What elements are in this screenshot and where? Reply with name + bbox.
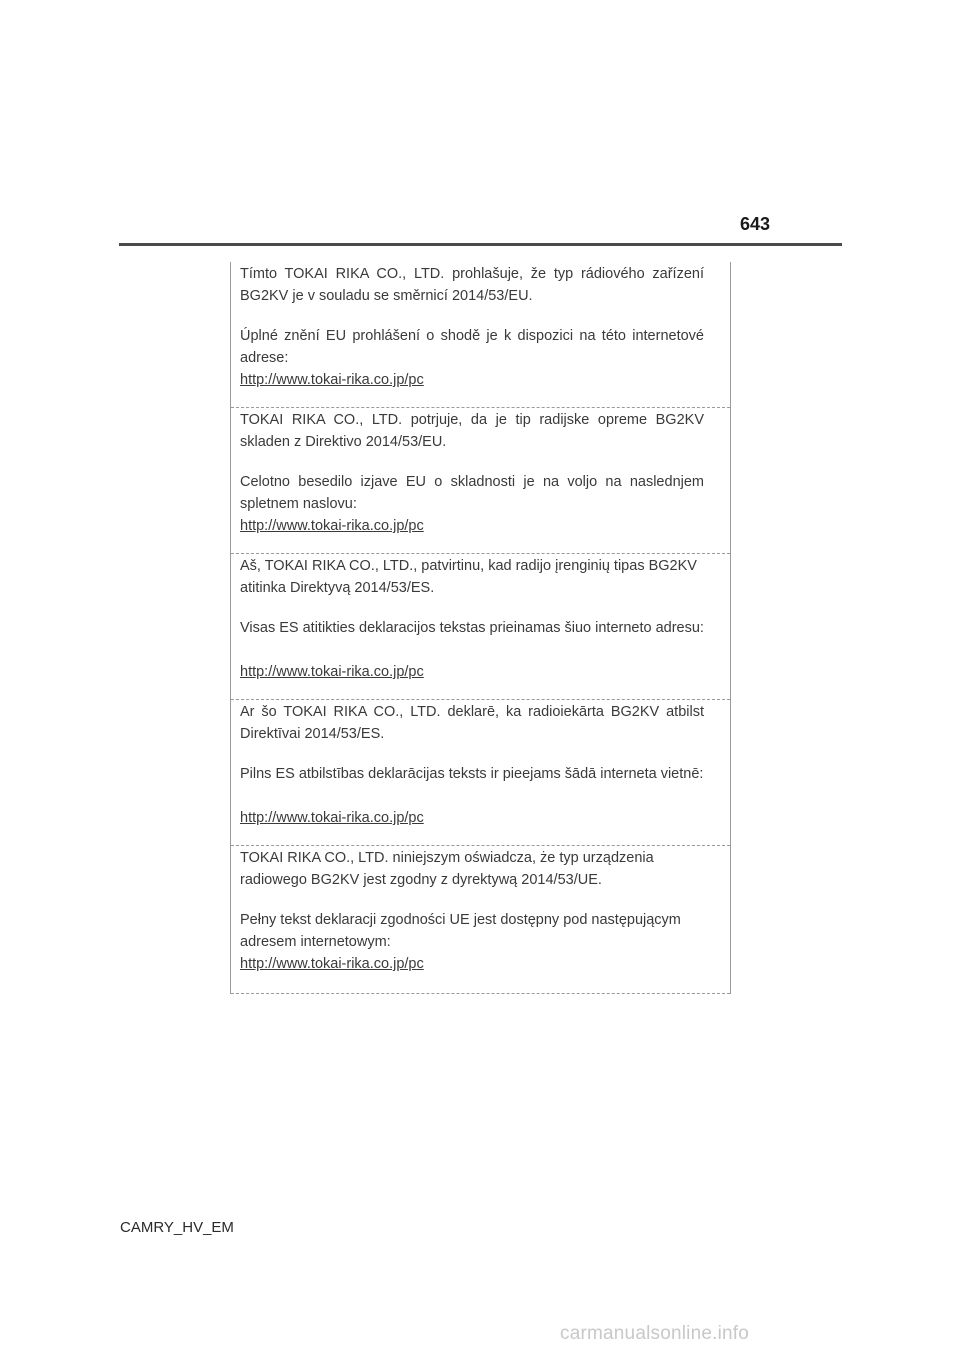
declaration-statement: TOKAI RIKA CO., LTD. niniejszym oświadcza, że typ urządzenia radiowego BG2KV jest zgodny z dyrektywą 2014/53/UE. bbox=[240, 850, 654, 888]
declaration-statement: TOKAI RIKA CO., LTD. potrjuje, da je tip radijske opreme BG2KV skladen z Direktivo 2014/53/EU. bbox=[240, 412, 704, 450]
declaration-link[interactable]: http://www.tokai-rika.co.jp/pc bbox=[240, 372, 424, 388]
declaration-link[interactable]: http://www.tokai-rika.co.jp/pc bbox=[240, 956, 424, 972]
page-number: 643 bbox=[740, 214, 771, 234]
declaration-link[interactable]: http://www.tokai-rika.co.jp/pc bbox=[240, 810, 424, 826]
declaration-section-latvian bbox=[231, 700, 730, 846]
declaration-section-polish bbox=[231, 846, 730, 994]
declaration-fulltext-note: Visas ES atitikties deklaracijos tekstas prieinamas šiuo interneto adresu: bbox=[240, 620, 704, 636]
declaration-statement: Ar šo TOKAI RIKA CO., LTD. deklarē, ka radioiekārta BG2KV atbilst Direktīvai 2014/53/ES. bbox=[240, 704, 704, 742]
declaration-link[interactable]: http://www.tokai-rika.co.jp/pc bbox=[240, 664, 424, 680]
declaration-section-lithuanian bbox=[231, 554, 730, 700]
declaration-statement: Tímto TOKAI RIKA CO., LTD. prohlašuje, že typ rádiového zařízení BG2KV je v souladu se směrnicí 2014/53/EU. bbox=[240, 266, 704, 304]
declaration-section-slovenian bbox=[231, 408, 730, 554]
declaration-fulltext-note: Úplné znění EU prohlášení o shodě je k dispozici na této internetové adrese: bbox=[240, 328, 704, 366]
declaration-section-czech bbox=[231, 262, 730, 408]
header-rule bbox=[119, 243, 842, 246]
declaration-box bbox=[230, 262, 731, 994]
declaration-statement: Aš, TOKAI RIKA CO., LTD., patvirtinu, kad radijo įrenginių tipas BG2KV atitinka Direktyvą 2014/53/ES. bbox=[240, 558, 697, 596]
declaration-fulltext-note: Pilns ES atbilstības deklarācijas teksts ir pieejams šādā interneta vietnē: bbox=[240, 766, 704, 782]
watermark: carmanualsonline.info bbox=[560, 1323, 750, 1344]
declaration-link[interactable]: http://www.tokai-rika.co.jp/pc bbox=[240, 518, 424, 534]
declaration-fulltext-note: Celotno besedilo izjave EU o skladnosti je na voljo na naslednjem spletnem naslovu: bbox=[240, 474, 704, 512]
footer-model-code: CAMRY_HV_EM bbox=[120, 1219, 234, 1236]
declaration-fulltext-note: Pełny tekst deklaracji zgodności UE jest dostępny pod następującym adresem internetowym: bbox=[240, 912, 681, 950]
